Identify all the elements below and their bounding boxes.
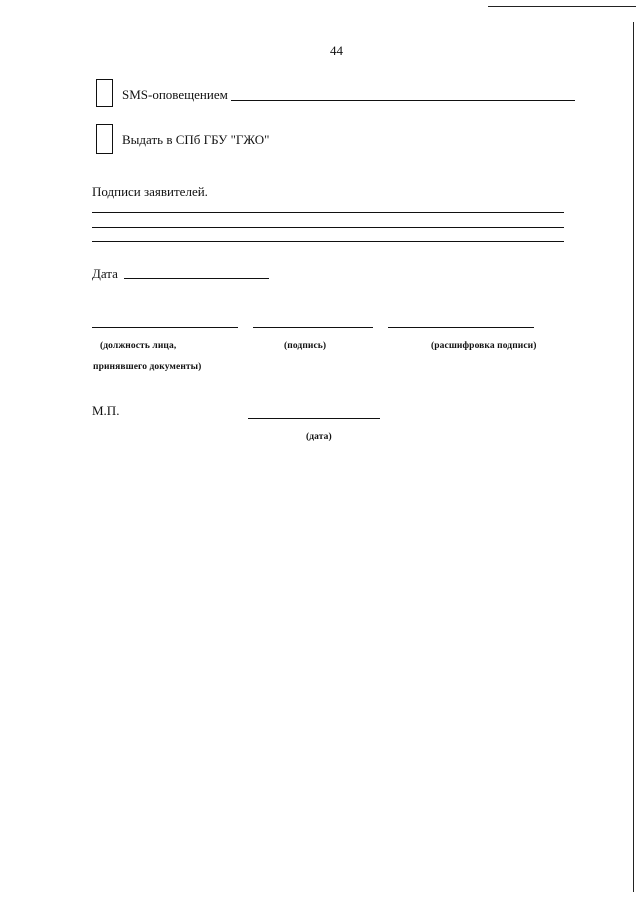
signature-line-3[interactable] xyxy=(92,241,564,242)
date-input-line[interactable] xyxy=(124,278,269,279)
page-number: 44 xyxy=(330,43,343,58)
date-label: Дата xyxy=(92,266,118,281)
signatures-label: Подписи заявителей. xyxy=(92,184,208,199)
scan-edge-top xyxy=(488,6,636,7)
sms-input-line[interactable] xyxy=(231,100,575,101)
sms-option-label: SMS-оповещением xyxy=(122,87,228,102)
position-caption-line2: принявшего документы) xyxy=(93,362,202,372)
signature-line[interactable] xyxy=(253,327,373,328)
position-caption-line1: (должность лица, xyxy=(100,341,177,351)
scan-edge-right xyxy=(633,22,634,892)
signature-line-2[interactable] xyxy=(92,227,564,228)
signing-date-line[interactable] xyxy=(248,418,380,419)
issue-checkbox[interactable] xyxy=(96,124,113,154)
signature-line-1[interactable] xyxy=(92,212,564,213)
decoding-line[interactable] xyxy=(388,327,534,328)
decoding-caption: (расшифровка подписи) xyxy=(431,341,537,351)
signing-date-caption: (дата) xyxy=(306,432,332,442)
issue-option-label: Выдать в СПб ГБУ "ГЖО" xyxy=(122,132,270,147)
stamp-label: М.П. xyxy=(92,403,120,418)
signature-caption: (подпись) xyxy=(284,341,327,351)
position-line[interactable] xyxy=(92,327,238,328)
sms-checkbox[interactable] xyxy=(96,79,113,107)
